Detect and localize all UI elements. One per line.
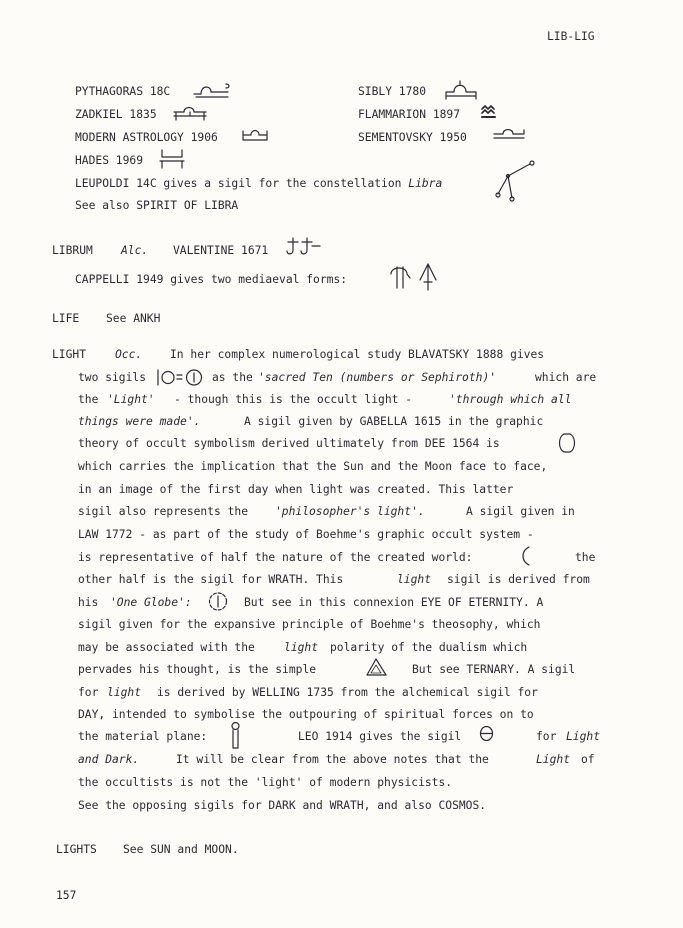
light-line-5: theory of occult symbolism derived ultimately from DEE 1564 is: [78, 437, 500, 450]
light-line-2b: as the: [212, 371, 253, 384]
life-head: LIFE: [52, 312, 80, 325]
libra-sigil-icon: [172, 104, 208, 122]
light-line-2d: which are: [535, 371, 597, 384]
entry-sementovsky: SEMENTOVSKY 1950: [358, 131, 467, 144]
librum-sigil-icon: [284, 236, 324, 260]
light-line-10a: is representative of half the nature of the created world:: [78, 551, 473, 564]
see-also-spirit-of-libra: See also SPIRIT OF LIBRA: [75, 199, 239, 212]
light-head: LIGHT: [52, 348, 87, 361]
light-line-19d: of: [581, 753, 595, 766]
light-line-3c: - though this is the occult light -: [174, 393, 413, 406]
light-abbr: Occ.: [115, 348, 143, 361]
light-line-16a: for: [78, 686, 99, 699]
page-number: 157: [56, 889, 77, 902]
light-line-12b: 'One Globe':: [110, 596, 192, 609]
light-line-3b: 'Light': [107, 393, 155, 406]
libra-sigil-icon: [444, 80, 478, 100]
entry-flammarion: FLAMMARION 1897: [358, 108, 461, 121]
light-line-14a: may be associated with the: [78, 641, 255, 654]
light-line-18a: the material plane:: [78, 730, 208, 743]
light-line-18c: for: [536, 730, 557, 743]
light-line-9: LAW 1772 - as part of the study of Boehme's graphic occult system -: [78, 528, 534, 541]
lights-text: See SUN and MOON.: [123, 843, 239, 856]
light-line-2c: 'sacred Ten (numbers or Sephiroth)': [258, 371, 497, 384]
light-line-15b: But see TERNARY. A sigil: [412, 663, 576, 676]
light-line-17: DAY, intended to symbolise the outpouring of spiritual forces on to: [78, 708, 534, 721]
libra-sigil-icon: [158, 148, 188, 170]
light-line-10b: the: [575, 551, 596, 564]
light-line-3a: the: [78, 393, 99, 406]
welling-light-sigil-icon: [229, 721, 243, 751]
light-line-11b: light: [397, 573, 432, 586]
leo-light-dark-sigil-icon: [479, 725, 495, 743]
light-line-7: in an image of the first day when light was created. This latter: [78, 483, 514, 496]
light-line-21: See the opposing sigils for DARK and WRATH, and also COSMOS.: [78, 799, 487, 812]
life-text: See ANKH: [106, 312, 161, 325]
light-line-8a: sigil also represents the: [78, 505, 249, 518]
librum-abbr: Alc.: [121, 244, 149, 257]
light-line-11a: other half is the sigil for WRATH. This: [78, 573, 344, 586]
triangle-sigil-icon: [365, 657, 389, 677]
libra-sigil-icon: [241, 127, 271, 143]
light-line-3d: 'through which all: [449, 393, 572, 406]
one-globe-sigil-icon: [207, 591, 231, 613]
light-line-6: which carries the implication that the Sun and the Moon face to face,: [78, 460, 548, 473]
light-line-14b: light: [284, 641, 319, 654]
libra-constellation-sigil-icon: [494, 158, 538, 204]
sun-moon-face-sigil-icon: [556, 432, 580, 456]
half-moon-sigil-icon: [519, 545, 533, 567]
light-line-2a: two sigils: [78, 371, 147, 384]
light-line-18d: Light: [566, 730, 601, 743]
light-line-13: sigil given for the expansive principle of Boehme's theosophy, which: [78, 618, 541, 631]
light-line-8b: 'philosopher's light'.: [275, 505, 425, 518]
light-line-20: the occultists is not the 'light' of modern physicists.: [78, 776, 453, 789]
libra-sigil-icon: [192, 82, 232, 100]
light-line-4b: A sigil given by GABELLA 1615 in the graphic: [244, 415, 544, 428]
light-line-19c: Light: [536, 753, 571, 766]
leupoldi-line: LEUPOLDI 14C gives a sigil for the constellation Libra: [75, 177, 443, 190]
light-line-12a: his: [78, 596, 99, 609]
libra-sigil-flammarion-icon: [480, 104, 498, 120]
light-line-8c: A sigil given in: [466, 505, 575, 518]
light-line-16c: is derived by WELLING 1735 from the alchemical sigil for: [157, 686, 538, 699]
entry-sibly: SIBLY 1780: [358, 85, 427, 98]
light-line-12c: But see in this connexion EYE OF ETERNITY. A: [244, 596, 544, 609]
light-line-4a: things were made'.: [78, 415, 201, 428]
light-line-1: In her complex numerological study BLAVATSKY 1888 gives: [170, 348, 545, 361]
light-line-11c: sigil is derived from: [447, 573, 590, 586]
sacred-ten-sigil-icon: [156, 368, 208, 388]
light-line-16b: light: [107, 686, 142, 699]
light-line-14c: polarity of the dualism which: [330, 641, 528, 654]
light-line-18b: LEO 1914 gives the sigil: [298, 730, 462, 743]
light-line-19b: It will be clear from the above notes that the: [176, 753, 489, 766]
entry-modern-astrology: MODERN ASTROLOGY 1906: [75, 131, 218, 144]
entry-zadkiel: ZADKIEL 1835: [75, 108, 157, 121]
librum-source: VALENTINE 1671: [173, 244, 269, 257]
light-line-15a: pervades his thought, is the simple: [78, 663, 317, 676]
entry-hades: HADES 1969: [75, 154, 144, 167]
mediaeval-libra-sigil-icon: [418, 262, 438, 292]
lights-head: LIGHTS: [56, 843, 97, 856]
librum-head: LIBRUM: [52, 244, 93, 257]
entry-pythagoras: PYTHAGORAS 18C: [75, 85, 171, 98]
cappelli-line: CAPPELLI 1949 gives two mediaeval forms:: [75, 273, 348, 286]
light-line-19a: and Dark.: [78, 753, 140, 766]
libra-sigil-icon: [492, 126, 528, 142]
running-head: LIB-LIG: [547, 30, 595, 43]
mediaeval-libra-sigil-icon: [388, 264, 412, 292]
